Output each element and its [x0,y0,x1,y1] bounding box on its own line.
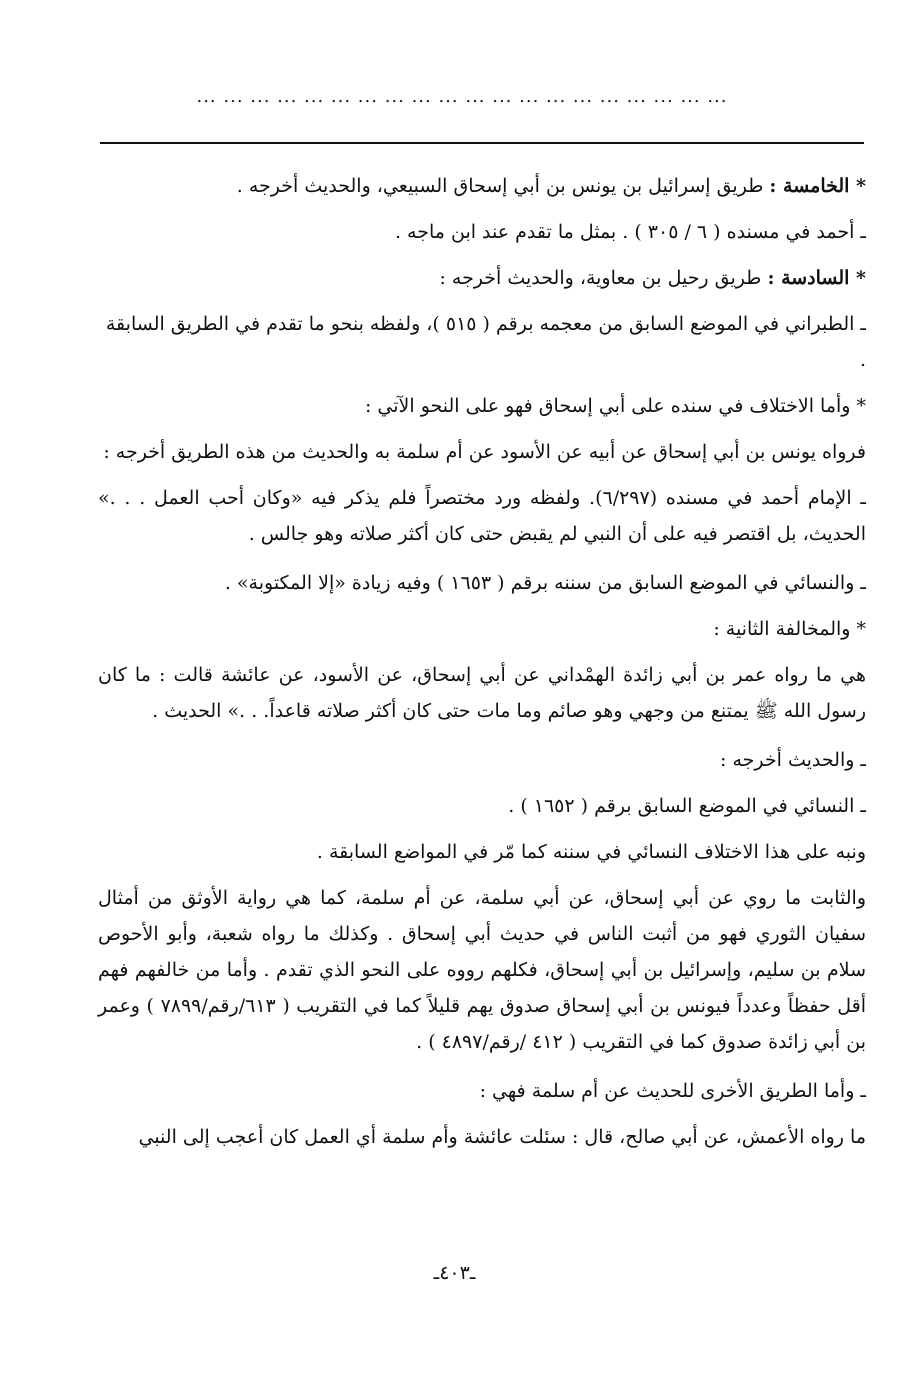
header-rule [100,142,864,144]
paragraph-text: ـ والحديث أخرجه : [720,749,866,771]
paragraph-16 [98,1119,866,1155]
paragraph-text: ـ والنسائي في الموضع السابق من سننه برقم ( ١٦٥٣ ) وفيه زيادة «إلا المكتوبة» . [224,572,866,594]
paragraph-text: ـ الطبراني في الموضع السابق من معجمه برقم ( ٥١٥ )، ولفظه بنحو ما تقدم في الطريق السابقة . [105,313,866,371]
paragraph-2 [98,214,866,250]
paragraph-text: طريق رحيل بن معاوية، والحديث أخرجه : [439,267,768,289]
paragraph-text: ـ النسائي في الموضع السابق برقم ( ١٦٥٢ ) . [508,795,866,817]
paragraph-text: * والمخالفة الثانية : [713,618,866,640]
paragraph-text: ونبه على هذا الاختلاف النسائي في سننه كما مّر في المواضع السابقة . [316,841,866,863]
paragraph-14 [98,880,866,1060]
paragraph-text: ـ أحمد في مسنده ( ٦ / ٣٠٥ ) . بمثل ما تقدم عند ابن ماجه . [394,221,866,243]
body-text [98,168,866,1165]
paragraph-13 [98,834,866,870]
paragraph-11 [98,742,866,778]
paragraph-10 [98,657,866,729]
paragraph-5 [98,388,866,424]
paragraph-1 [98,168,866,204]
paragraph-12 [98,788,866,824]
running-header-dots: ... ... ... ... ... ... ... ... ... ... ... ... ... ... ... ... ... ... ... ... [196,86,728,107]
paragraph-text: فرواه يونس بن أبي إسحاق عن أبيه عن الأسود عن أم سلمة به والحديث من هذه الطريق أخرجه : [103,441,866,463]
paragraph-text: هي ما رواه عمر بن أبي زائدة الهمْداني عن أبي إسحاق، عن الأسود، عن عائشة قالت : ما كان رسول الله ﷺ يمتنع من وجهي وهو صائم وما مات حتى كان أكثر صلاته قاعداً. . .» الحديث . [98,664,866,722]
paragraph-lead: * السادسة : [767,267,866,289]
paragraph-9 [98,611,866,647]
page-number: ـ٤٠٣ـ [433,1262,476,1284]
paragraph-text: ـ الإمام أحمد في مسنده (٦/٢٩٧). ولفظه ورد مختصراً فلم يذكر فيه «وكان أحب العمل . . .» الحديث، بل اقتصر فيه على أن النبي لم يقبض حتى كان أكثر صلاته وهو جالس . [98,487,866,545]
paragraph-text: ما رواه الأعمش، عن أبي صالح، قال : سئلت عائشة وأم سلمة أي العمل كان أعجب إلى النبي [138,1126,866,1148]
paragraph-7 [98,480,866,552]
paragraph-3 [98,260,866,296]
paragraph-text: طريق إسرائيل بن يونس بن أبي إسحاق السبيعي، والحديث أخرجه . [236,175,770,197]
paragraph-6 [98,434,866,470]
paragraph-8 [98,565,866,601]
paragraph-lead: * الخامسة : [769,175,866,197]
paragraph-text: * وأما الاختلاف في سنده على أبي إسحاق فهو على النحو الآتي : [364,395,866,417]
paragraph-4 [98,306,866,378]
paragraph-text: ـ وأما الطريق الأخرى للحديث عن أم سلمة فهي : [479,1080,866,1102]
paragraph-text: والثابت ما روي عن أبي إسحاق، عن أبي سلمة، عن أم سلمة، كما هي رواية الأوثق من أمثال سفيان الثوري فهو من أثبت الناس في حديث أبي إسحاق . وكذلك ما رواه شعبة، وأبو الأحوص سلام بن سليم، وإسرائيل بن أبي إسحاق، فكلهم رووه على النحو الذي تقدم . وأما من خالفهم فهم أقل حفظاً وعدداً فيونس بن أبي إسحاق صدوق يهم قليلاً كما في التقريب ( ٦١٣/رقم/٧٨٩٩ ) وعمر بن أبي زائدة صدوق كما في التقريب ( ٤١٢ /رقم/٤٨٩٧ ) . [98,887,866,1053]
paragraph-15 [98,1073,866,1109]
